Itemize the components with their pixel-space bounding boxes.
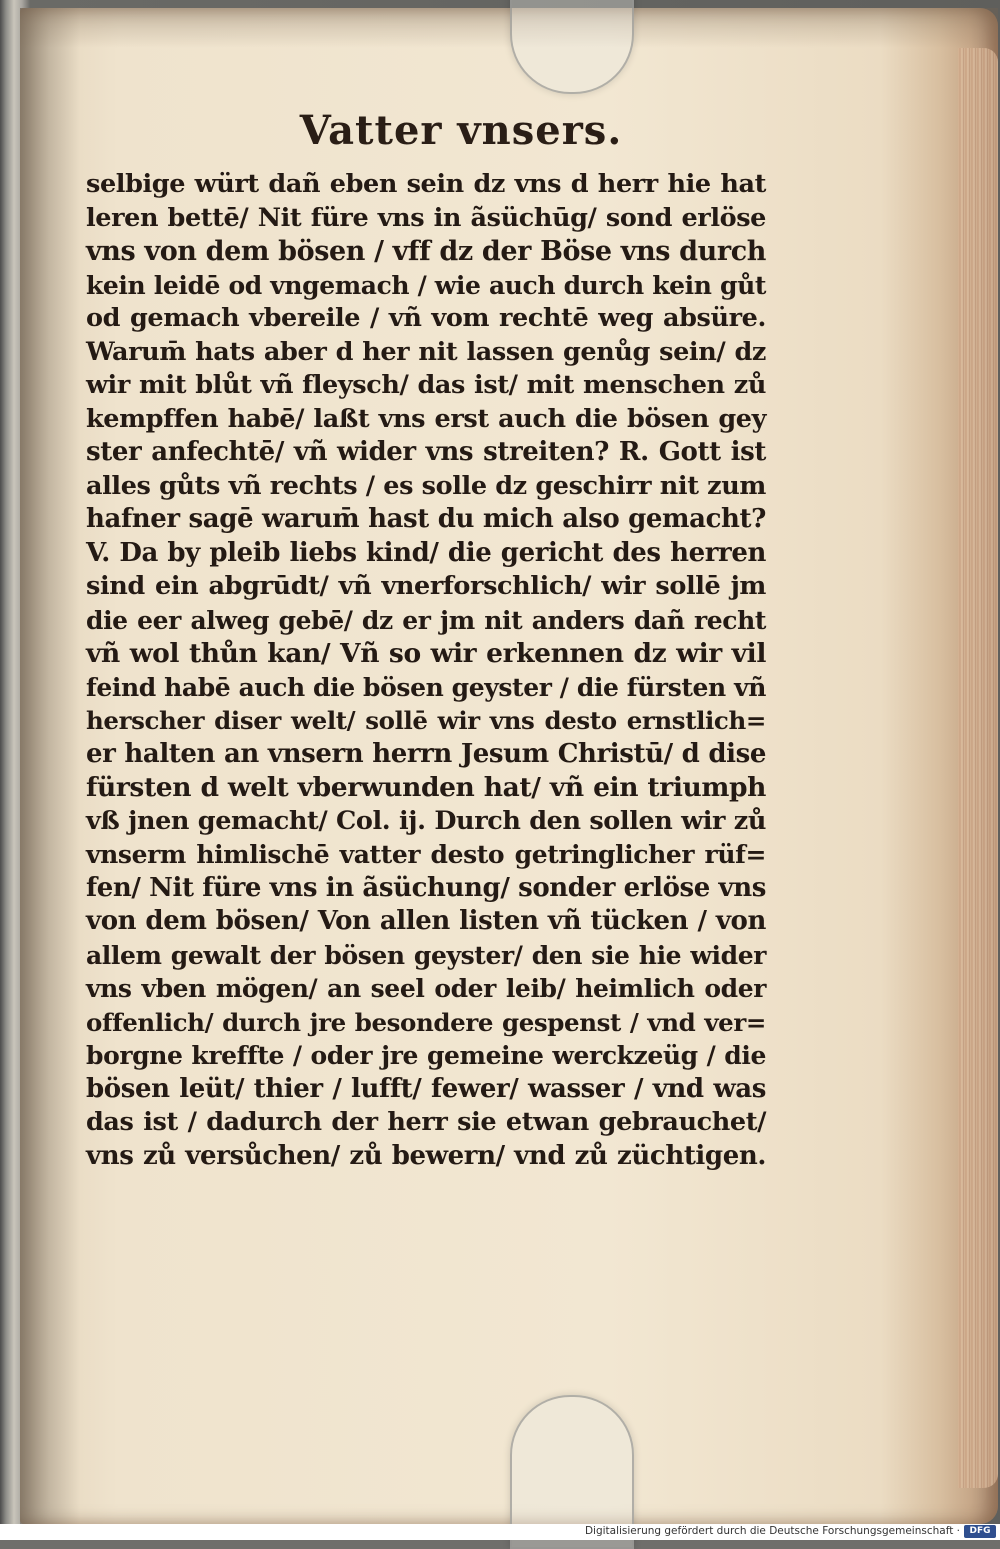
text-line: borgne kreffte / oder jre gemeine werckzeüg / die (86, 1041, 766, 1070)
running-head: Vatter vnsers. (299, 107, 623, 154)
text-line: leren bettē/ Nit füre vns in ãsüchūg/ sond erlöse (86, 202, 766, 233)
footer-bar (0, 1524, 1000, 1540)
text-line: fürsten d welt vberwunden hat/ vñ ein triumph (86, 772, 766, 803)
text-line: kempffen habē/ laßt vns erst auch die bösen gey (86, 403, 766, 434)
text-line: vnserm himlischē vatter desto getringlicher rüf= (86, 840, 766, 869)
text-line: allem gewalt der bösen geyster/ den sie hie wider (86, 940, 766, 970)
text-line: vns von dem bösen / vff dz der Böse vns durch (86, 236, 766, 267)
funding-credit: Digitalisierung gefördert durch die Deutsche Forschungsgemeinschaft · (584, 1525, 960, 1537)
text-block (86, 100, 766, 1173)
text-line: alles gůts vñ rechts / es solle dz geschirr nit zum (86, 470, 766, 501)
text-line: Warum̄ hats aber d her nit lassen genůg sein/ dz (86, 336, 766, 367)
text-line: kein leidē od vngemach / wie auch durch kein gůt (86, 270, 766, 300)
text-line: fen/ Nit füre vns in ãsüchung/ sonder erlöse vns (86, 872, 766, 903)
text-line: die eer alweg gebē/ dz er jm nit anders dañ recht (86, 605, 766, 635)
text-line: vns zů versůchen/ zů bewern/ vnd zů züchtigen. (86, 1140, 766, 1171)
text-line: vns vben mögen/ an seel oder leib/ heimlich oder (86, 974, 766, 1003)
text-line: hafner sagē warum̄ hast du mich also gemacht? (86, 504, 766, 534)
text-line: wir mit blůt vñ fleysch/ das ist/ mit menschen zů (86, 370, 766, 400)
text-line: sind ein abgrūdt/ vñ vnerforschlich/ wir sollē jm (86, 571, 766, 601)
text-line: er halten an vnsern herrn Jesum Christū/ d dise (86, 738, 766, 769)
text-line: bösen leüt/ thier / lufft/ fewer/ wasser / vnd was (86, 1073, 766, 1104)
text-line: V. Da by pleib liebs kind/ die gericht des herren (86, 537, 766, 568)
text-line: feind habē auch die bösen geyster / die fürsten vñ (86, 672, 767, 702)
text-line: herscher diser welt/ sollē wir vns desto ernstlich= (86, 706, 766, 735)
body-text (86, 168, 766, 1173)
text-line: selbige würt dañ eben sein dz vns d herr hie hat (86, 169, 766, 199)
page-top-edge (20, 8, 998, 48)
text-line: ster anfechtē/ vñ wider vns streiten? R. Gott ist (86, 437, 766, 467)
text-line: offenlich/ durch jre besondere gespenst / vnd ver= (86, 1007, 766, 1037)
text-line: vß jnen gemacht/ Col. ij. Durch den sollen wir zů (86, 805, 766, 836)
dfg-logo-icon: DFG (964, 1525, 996, 1538)
text-line: vñ wol thůn kan/ Vñ so wir erkennen dz wir vil (86, 638, 766, 669)
text-line: das ist / dadurch der herr sie etwan gebrauchet/ (86, 1107, 766, 1137)
text-line: od gemach vbereile / vñ vom rechtē weg absüre. (86, 303, 766, 333)
gutter-shadow (20, 8, 80, 1524)
text-line: von dem bösen/ Von allen listen vñ tücken / von (86, 906, 766, 936)
page-edges (958, 48, 998, 1488)
